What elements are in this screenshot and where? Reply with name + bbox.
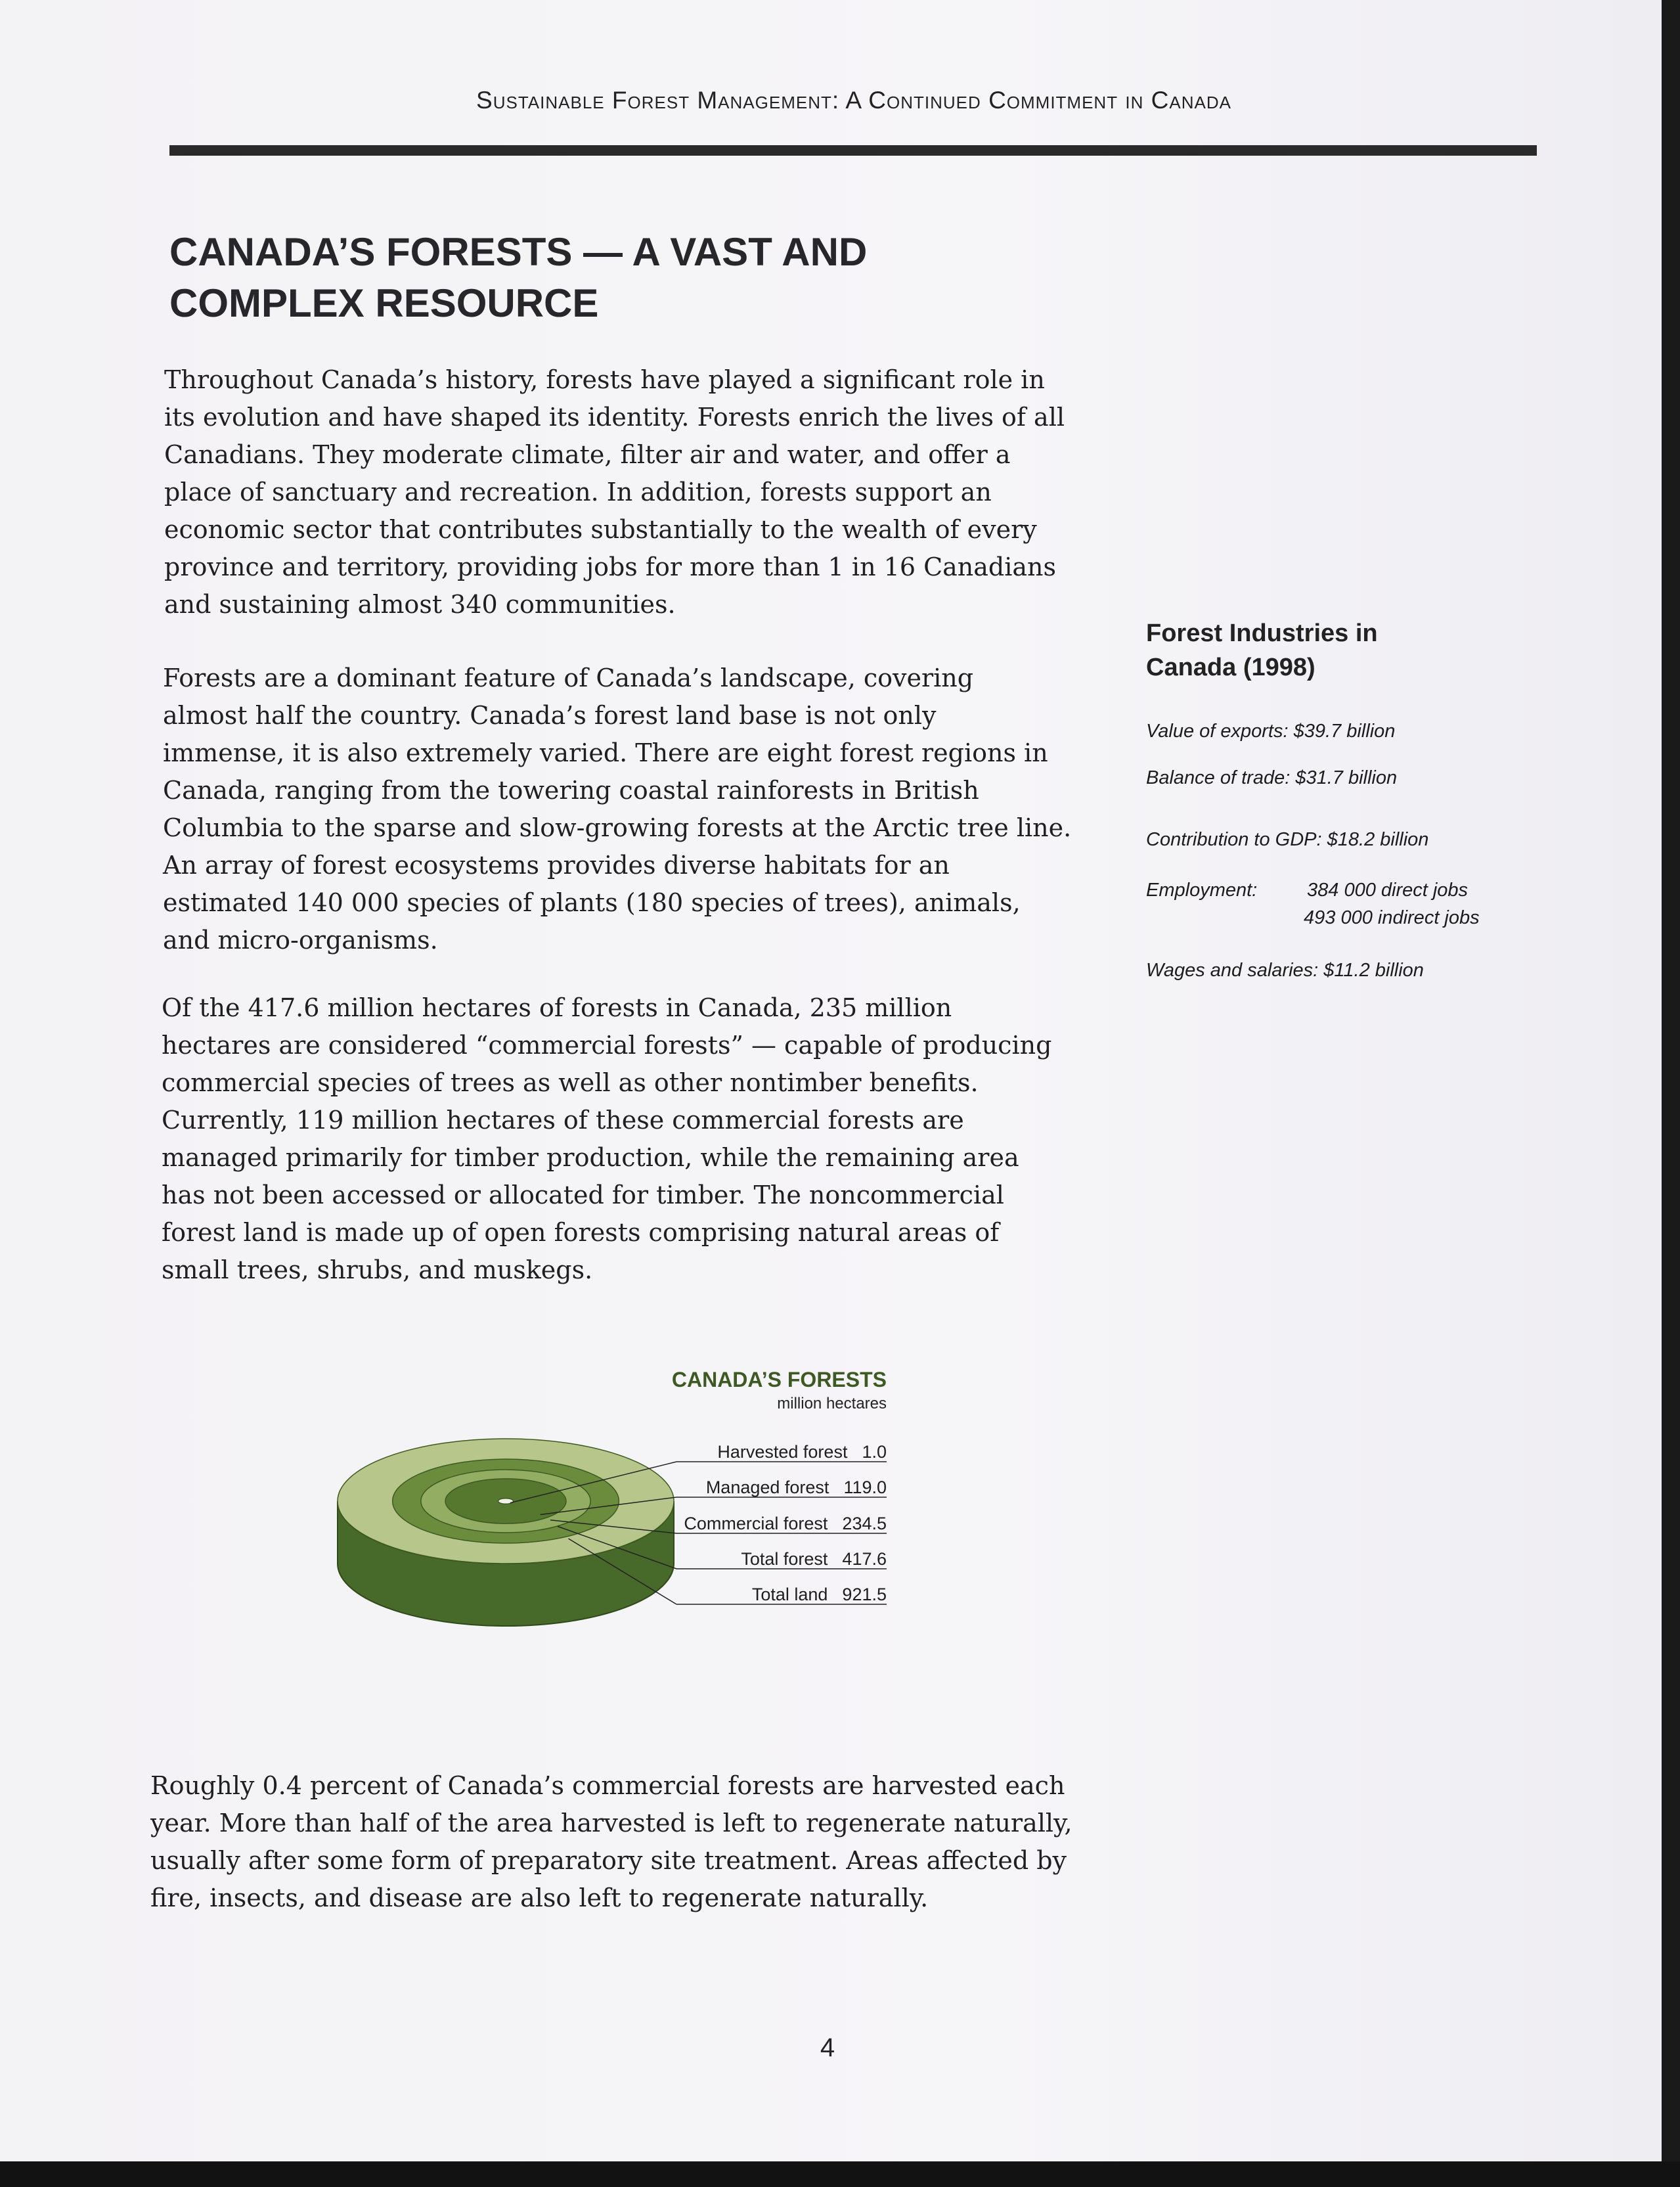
stat-employment-indirect: 493 000 indirect jobs xyxy=(1304,907,1480,928)
paragraph-line: and micro-organisms. xyxy=(163,926,438,955)
paragraph-line: place of sanctuary and recreation. In addition, forests support an xyxy=(164,478,992,507)
chart-legend-row xyxy=(706,1477,887,1498)
paragraph-line: estimated 140 000 species of plants (180 species of trees), animals, xyxy=(163,888,1021,917)
section-title-line-1: CANADA’S FORESTS — A VAST AND xyxy=(169,230,868,274)
paragraph-line: managed primarily for timber production, while the remaining area xyxy=(162,1143,1019,1172)
chart-legend-value: 119.0 xyxy=(843,1477,887,1497)
paragraph-line: Forests are a dominant feature of Canada’s landscape, covering xyxy=(163,664,974,692)
chart-legend-value: 1.0 xyxy=(862,1442,887,1462)
chart-legend-row xyxy=(741,1549,887,1569)
section-title xyxy=(169,227,1023,329)
paragraph-harvest xyxy=(150,1767,1083,1917)
paragraph-landscape xyxy=(163,660,1095,959)
paragraph-line: fire, insects, and disease are also left to regenerate naturally. xyxy=(150,1883,929,1912)
sidebar-title-line-1: Forest Industries in xyxy=(1146,620,1378,647)
chart-legend-label: Harvested forest xyxy=(717,1442,848,1462)
paragraph-hectares xyxy=(162,989,1094,1289)
stat-wages: Wages and salaries: $11.2 billion xyxy=(1146,960,1424,981)
paragraph-line: its evolution and have shaped its identity. Forests enrich the lives of all xyxy=(164,403,1065,432)
running-head: Sustainable Forest Management: A Continued Commitment in Canada xyxy=(476,87,1231,114)
stat-employment-direct: 384 000 direct jobs xyxy=(1307,880,1469,901)
paragraph-line: Throughout Canada’s history, forests have played a significant role in xyxy=(164,365,1045,394)
chart-legend-row xyxy=(684,1514,887,1534)
chart-legend-label: Total land xyxy=(751,1585,828,1604)
header-rule xyxy=(169,145,1537,156)
paragraph-line: forest land is made up of open forests comprising natural areas of xyxy=(162,1218,1000,1247)
chart-legend-value: 234.5 xyxy=(842,1514,887,1533)
stat-employment xyxy=(1146,880,1480,928)
paragraph-line: almost half the country. Canada’s forest land base is not only xyxy=(163,701,937,730)
stat-trade: Balance of trade: $31.7 billion xyxy=(1146,767,1398,788)
chart-legend-row xyxy=(717,1442,887,1462)
paragraph-line: Roughly 0.4 percent of Canada’s commercial forests are harvested each xyxy=(150,1771,1065,1800)
paragraph-line: Canadians. They moderate climate, filter air and water, and offer a xyxy=(164,440,1011,469)
sidebar-title-line-2: Canada (1998) xyxy=(1146,654,1315,681)
paragraph-line: small trees, shrubs, and muskegs. xyxy=(162,1255,593,1284)
chart-title: CANADA’S FORESTS xyxy=(671,1368,887,1391)
paragraph-line: An array of forest ecosystems provides diverse habitats for an xyxy=(163,851,950,880)
page-number: 4 xyxy=(820,2033,835,2062)
paragraph-line: immense, it is also extremely varied. There are eight forest regions in xyxy=(163,738,1048,767)
chart-legend-row xyxy=(752,1585,887,1605)
paragraph-line: Currently, 119 million hectares of these commercial forests are xyxy=(162,1106,964,1135)
chart-legend-value: 417.6 xyxy=(842,1549,887,1569)
chart-legend-label: Total forest xyxy=(741,1549,828,1569)
paragraph-line: Columbia to the sparse and slow-growing forests at the Arctic tree line. xyxy=(163,813,1072,842)
chart-legend-label: Managed forest xyxy=(705,1477,829,1497)
stat-gdp: Contribution to GDP: $18.2 billion xyxy=(1146,829,1429,850)
paragraph-line: and sustaining almost 340 communities. xyxy=(164,590,676,619)
sidebar-title xyxy=(1146,616,1378,685)
chart-legend-value: 921.5 xyxy=(842,1585,887,1604)
paragraph-line: usually after some form of preparatory site treatment. Areas affected by xyxy=(150,1846,1067,1875)
scan-edge-right xyxy=(1662,0,1680,2187)
paragraph-line: Of the 417.6 million hectares of forests in Canada, 235 million xyxy=(162,993,952,1022)
paragraph-line: economic sector that contributes substantially to the wealth of every xyxy=(164,515,1037,544)
paragraph-line: hectares are considered “commercial forests” — capable of producing xyxy=(162,1031,1052,1060)
stat-exports: Value of exports: $39.7 billion xyxy=(1146,721,1396,742)
paragraph-history xyxy=(164,361,1097,623)
paragraph-line: Canada, ranging from the towering coastal rainforests in British xyxy=(163,776,979,805)
paragraph-line: commercial species of trees as well as other nontimber benefits. xyxy=(162,1068,979,1097)
paragraph-line: has not been accessed or allocated for timber. The noncommercial xyxy=(162,1181,1004,1209)
chart-legend-label: Commercial forest xyxy=(684,1514,828,1533)
section-title-line-2: COMPLEX RESOURCE xyxy=(169,281,599,325)
scan-edge-bottom xyxy=(0,2161,1680,2187)
chart-subtitle: million hectares xyxy=(777,1395,887,1412)
paragraph-line: province and territory, providing jobs for more than 1 in 16 Canadians xyxy=(164,552,1057,581)
paragraph-line: year. More than half of the area harvested is left to regenerate naturally, xyxy=(150,1809,1072,1838)
stat-employment-label: Employment: xyxy=(1146,880,1258,901)
